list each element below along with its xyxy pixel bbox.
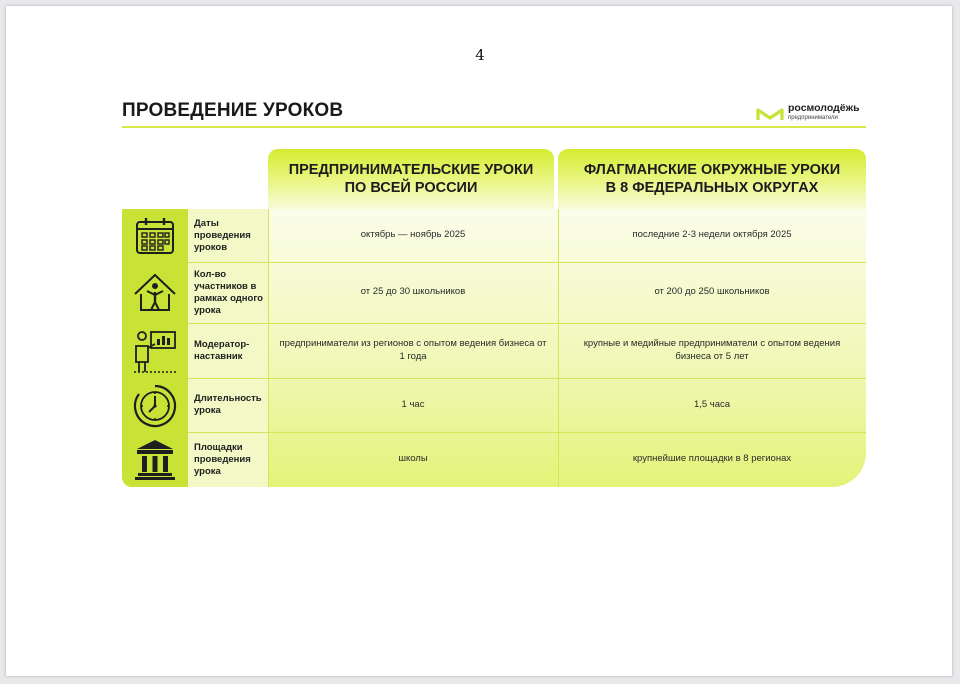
logo-mark-icon — [756, 106, 784, 122]
table-row — [122, 432, 866, 487]
table-row — [122, 209, 866, 262]
table-row — [122, 378, 866, 432]
table-cell: 1,5 часа — [693, 398, 731, 410]
table-cell: октябрь — ноябрь 2025 — [360, 229, 466, 241]
row-label: Площадки проведения урока — [194, 441, 251, 477]
building-icon — [130, 435, 180, 483]
logo-name: росмолодёжь — [788, 102, 860, 114]
page-title: ПРОВЕДЕНИЕ УРОКОВ — [122, 100, 344, 121]
table-cell: школы — [398, 453, 428, 465]
table-cell: крупные и медийные предприниматели с опытом ведения бизнеса от 5 лет — [583, 338, 841, 362]
calendar-icon — [130, 212, 180, 260]
table-cell: от 25 до 30 школьников — [360, 286, 466, 298]
table-cell: предприниматели из регионов с опытом ведения бизнеса от 1 года — [279, 338, 547, 362]
row-label: Кол-во участников в рамках одного урока — [194, 268, 263, 316]
participants-icon — [130, 268, 180, 318]
table-cell: крупнейшие площадки в 8 регионах — [632, 453, 792, 465]
lessons-table — [122, 209, 866, 487]
table-cell: 1 час — [401, 398, 425, 410]
column-header-entrepreneurial — [268, 149, 554, 209]
row-label: Длительность урока — [194, 393, 262, 416]
row-label: Даты проведения уроков — [194, 217, 251, 253]
table-row — [122, 323, 866, 378]
row-label: Модератор-наставник — [194, 338, 250, 362]
logo — [756, 102, 868, 124]
table-cell: от 200 до 250 школьников — [654, 286, 770, 298]
page-number: 4 — [475, 46, 485, 64]
column-header-flagship — [558, 149, 866, 209]
title-divider — [122, 126, 866, 128]
column-header-label: ФЛАГМАНСКИЕ ОКРУЖНЫЕ УРОКИ В 8 ФЕДЕРАЛЬНЫХ ОКРУГАХ — [583, 162, 841, 196]
table-cell: последние 2-3 недели октября 2025 — [632, 229, 792, 241]
clock-icon — [130, 382, 180, 430]
column-header-label: ПРЕДПРИНИМАТЕЛЬСКИЕ УРОКИ ПО ВСЕЙ РОССИИ — [288, 162, 534, 196]
presenter-icon — [130, 326, 180, 376]
logo-subtitle: предприниматели — [788, 115, 838, 121]
table-row — [122, 262, 866, 323]
